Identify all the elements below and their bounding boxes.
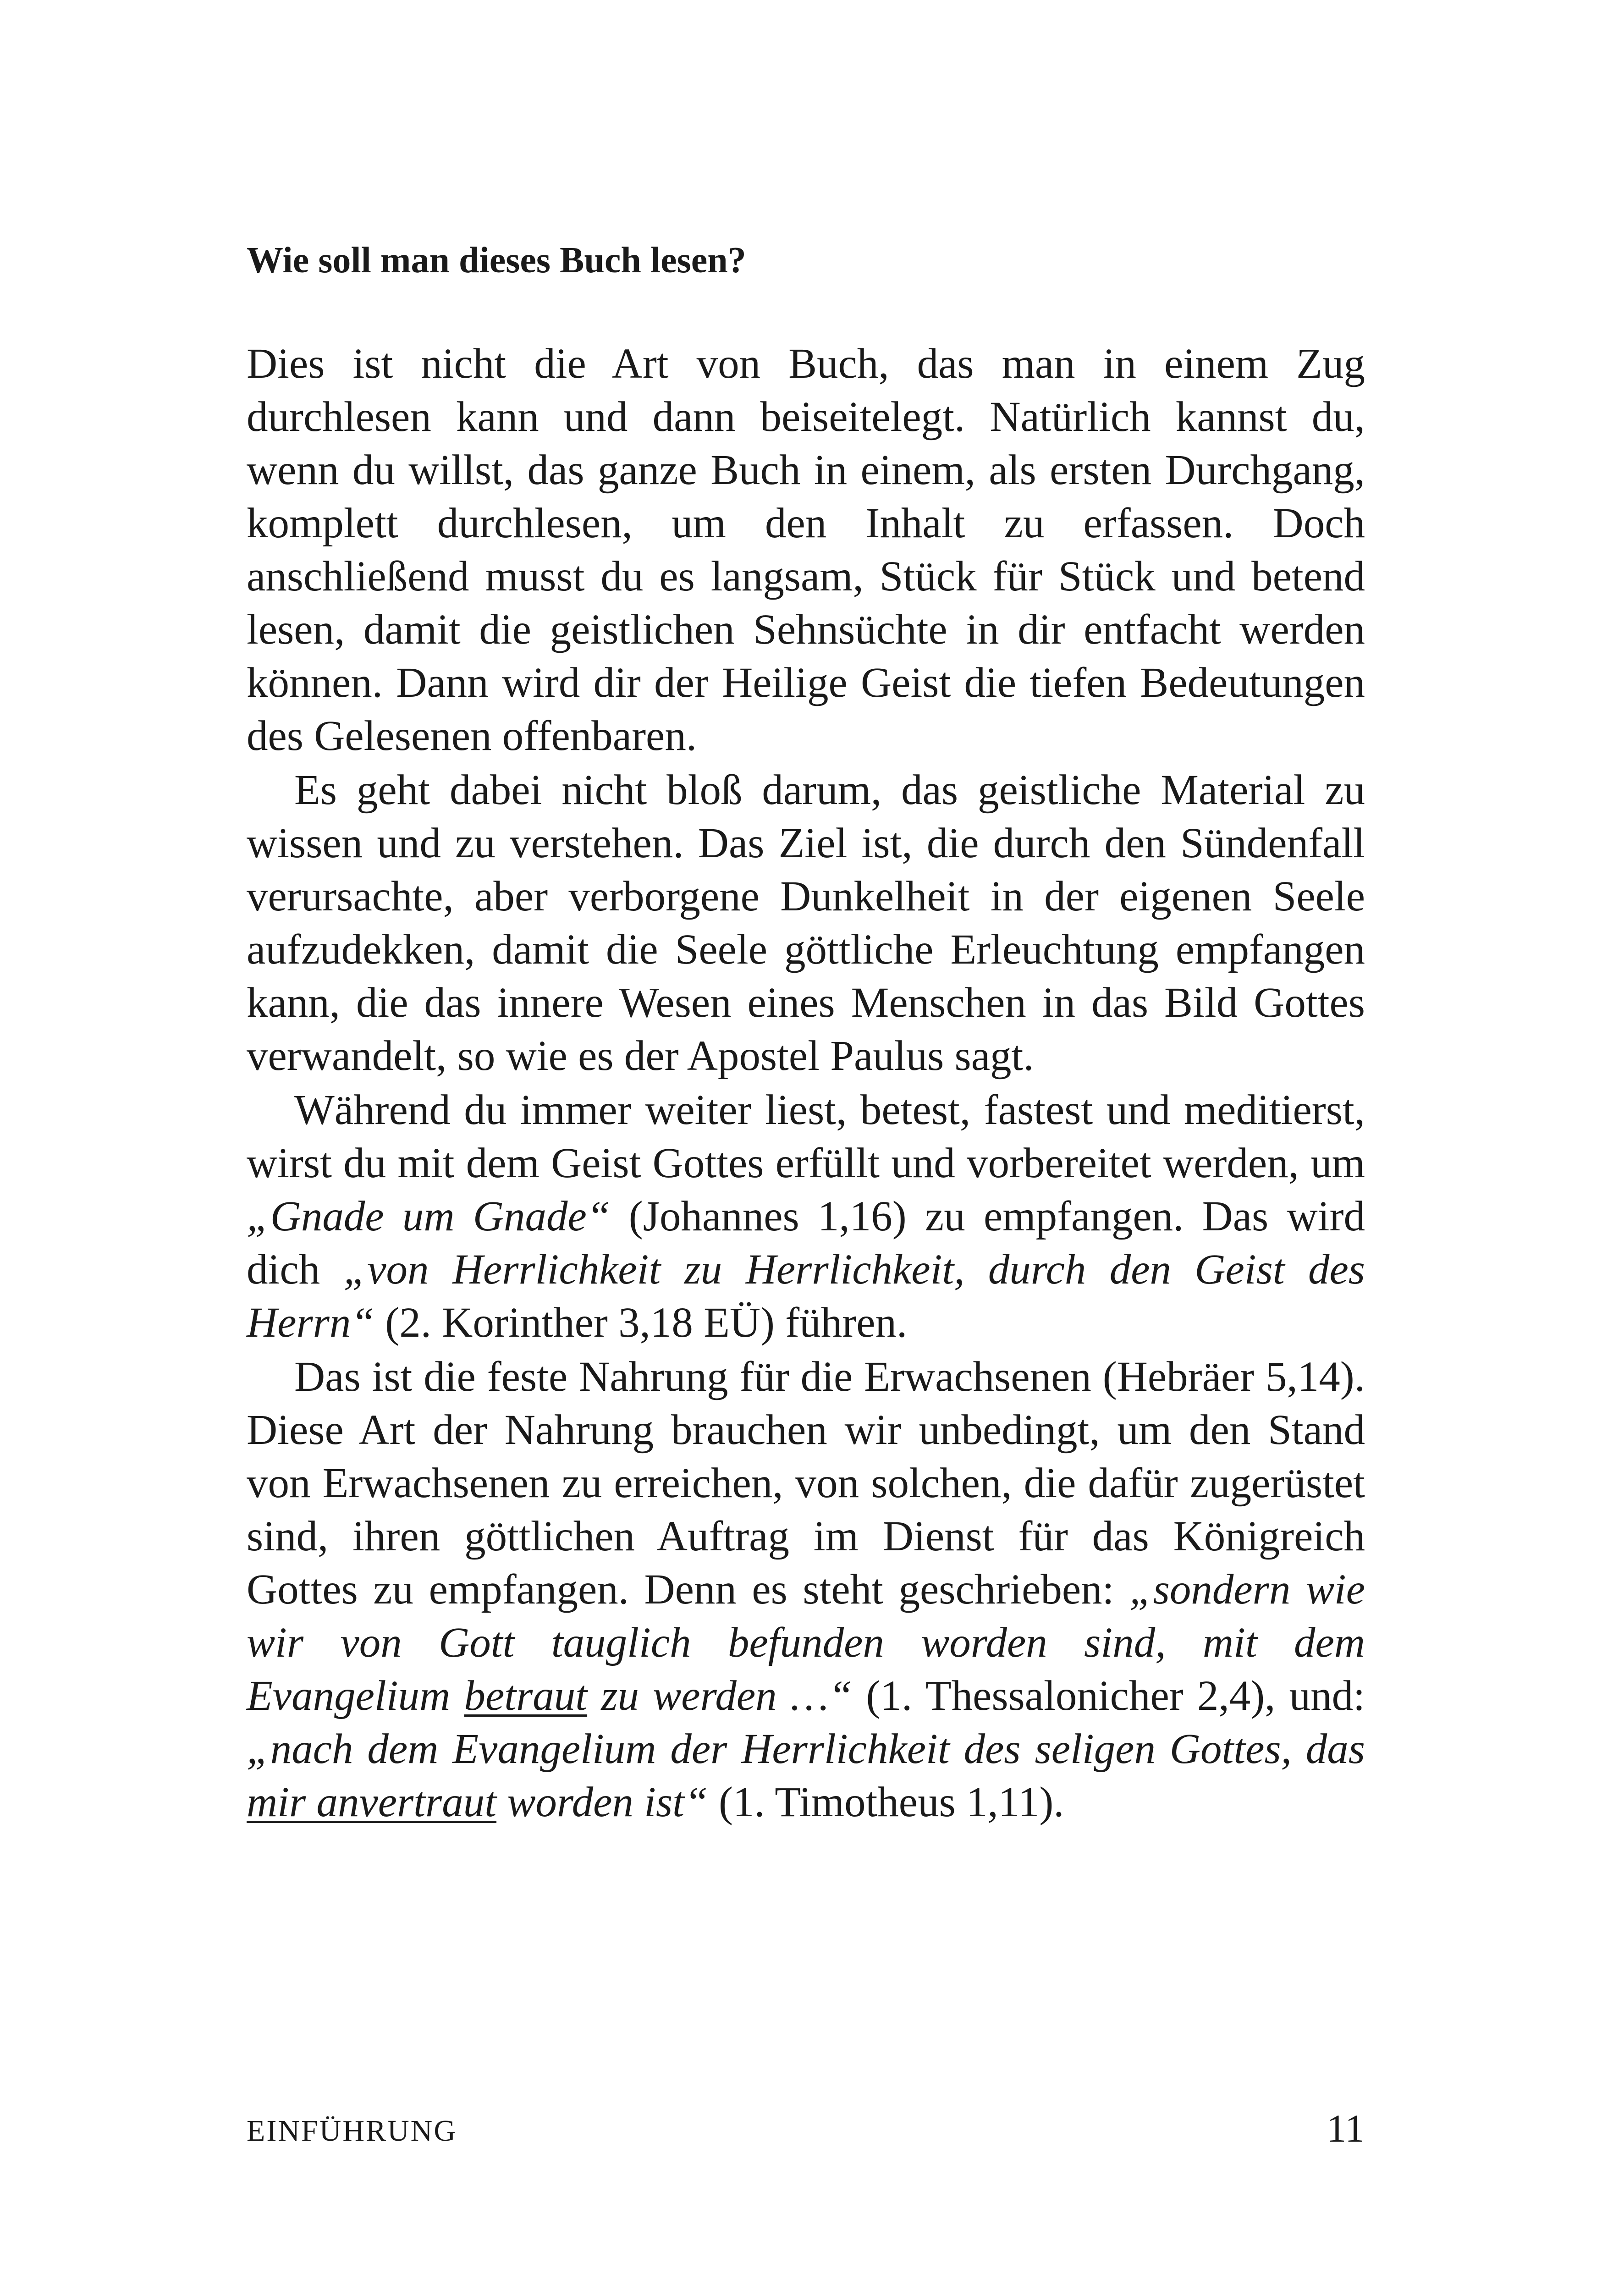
paragraph-4-text: (1. Thessalonicher 2,4), und:: [852, 1672, 1365, 1719]
paragraph-3-text: Während du immer weiter liest, betest, fastest und meditierst, wirst du mit dem Geist Gottes erfüllt und vorbereitet werden, um: [247, 1086, 1365, 1187]
scripture-quote: „von Herrlichkeit zu Herrlichkeit, durch den Geist des Herrn“: [247, 1246, 1365, 1346]
running-footer-section: EINFÜHRUNG: [247, 2114, 457, 2148]
quote-text: worden ist“: [496, 1779, 708, 1826]
section-heading: Wie soll man dieses Buch lesen?: [247, 240, 746, 281]
quote-text: „nach dem Evangelium der Herrlichkeit des seligen Gottes, das: [247, 1725, 1365, 1773]
paragraph-4: [247, 1350, 1365, 1829]
page-number: 11: [1327, 2106, 1365, 2150]
quote-text: „sondern wie wir von Gott tauglich befunden worden sind, mit dem Evangelium: [247, 1566, 1365, 1719]
paragraph-1: Dies ist nicht die Art von Buch, das man in einem Zug durchlesen kann und dann beiseitelegt. Natürlich kannst du, wenn du willst, das ganze Buch in einem, als ersten Durchgang, komplett durchlesen, um den Inhalt zu erfassen. Doch anschließend musst du es langsam, Stück für Stück und betend lesen, damit die geistlichen Sehnsüchte in dir entfacht werden können. Dann wird dir der Heilige Geist die tiefen Bedeutungen des Gelesenen offenbaren.: [247, 340, 1365, 760]
underlined-word: mir anvertraut: [247, 1779, 497, 1826]
paragraph-3: [247, 1084, 1365, 1350]
paragraph-3-text: (Johannes 1,16) zu empfangen. Das wird dich: [247, 1193, 1365, 1293]
scripture-quote: „Gnade um Gnade“: [247, 1193, 611, 1240]
paragraph-3-text: (2. Korinther 3,18 EÜ) führen.: [374, 1299, 908, 1346]
quote-text: zu werden …“: [587, 1672, 853, 1719]
underlined-word: betraut: [464, 1672, 588, 1719]
paragraph-4-text: Das ist die feste Nahrung für die Erwachsenen (Hebräer 5,14). Diese Art der Nahrung brauchen wir unbedingt, um den Stand von Erwachsenen zu erreichen, von solchen, die dafür zugerüstet sind, ihren göttlichen Auftrag im Dienst für das Königreich Gottes zu empfangen. Denn es steht geschrieben:: [247, 1353, 1365, 1613]
body-text: [247, 337, 1365, 1829]
paragraph-2: Es geht dabei nicht bloß darum, das geistliche Material zu wissen und zu verstehen. Das Ziel ist, die durch den Sündenfall verursachte, aber verborgene Dunkelheit in der eigenen Seele aufzudekken, damit die Seele göttliche Erleuchtung empfangen kann, die das innere Wesen eines Menschen in das Bild Gottes verwandelt, so wie es der Apostel Paulus sagt.: [247, 766, 1365, 1080]
paragraph-4-text: (1. Timotheus 1,11).: [708, 1779, 1064, 1826]
